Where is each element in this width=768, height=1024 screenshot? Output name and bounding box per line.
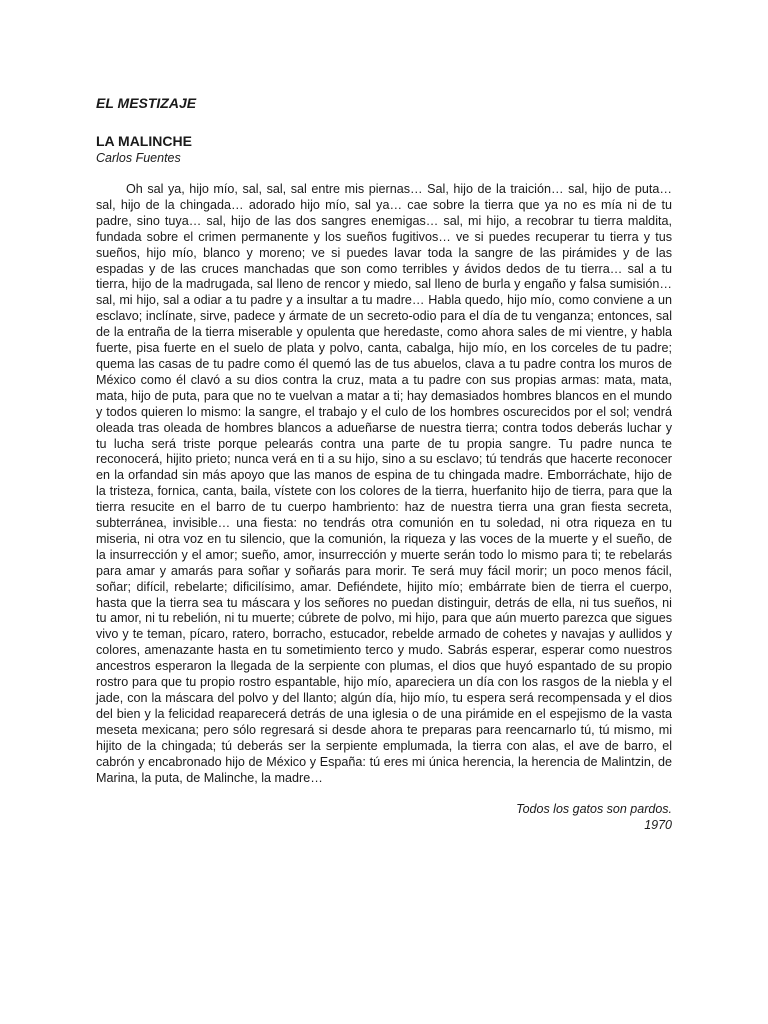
document-page — [96, 94, 672, 833]
body-paragraph: Oh sal ya, hijo mío, sal, sal, sal entre mis piernas… Sal, hijo de la traición… sal, hijo de puta… sal, hijo de la chingada… adorado hijo mío, sal ya… cae sobre la tierra que ya no es mía ni de tu padre, sino tuya… sal, hijo de las dos sangres enemigas… sal, mi hijo, a recobrar tu tierra maldita, fundada sobre el crimen permanente y los sueños fugitivos… ve si puedes recuperar tu tierra y tus sueños, hijo mío, blanco y moreno; ve si puedes lavar toda la sangre de las pirámides y de las espadas y de las cruces manchadas que son como terribles y ávidos dedos de tu tierra… sal a tu tierra, hijo de la madrugada, sal lleno de rencor y miedo, sal lleno de burla y engaño y falsa sumisión… sal, mi hijo, sal a odiar a tu padre y a insultar a tu madre… Habla quedo, hijo mío, como conviene a un esclavo; inclínate, sirve, padece y ármate de un secreto-odio para el día de tu venganza; entonces, sal de la entraña de la tierra miserable y opulenta que heredaste, como ahora sales de mi vientre, y habla fuerte, pisa fuerte en el suelo de plata y polvo, canta, cabalga, hijo mío, en los corceles de tu padre; quema las casas de tu padre como él quemó las de tus abuelos, clava a tu padre contra los muros de México como él clavó a su dios contra la cruz, mata a tu padre con sus propias armas: mata, mata, mata, hijo de puta, para que no te vuelvan a matar a ti; hay demasiados hombres blancos en el mundo y todos quieren lo mismo: la sangre, el trabajo y el culo de los hombres oscurecidos por el sol; vendrá oleada tras oleada de hombres blancos a adueñarse de nuestra tierra; contra todos deberás luchar y tu lucha será triste porque pelearás contra una parte de tu propia sangre. Tu padre nunca te reconocerá, hijito prieto; nunca verá en ti a su hijo, sino a su esclavo; tú tendrás que hacerte reconocer en la orfandad sin más apoyo que las manos de espina de tu chingada madre. Emborráchate, hijo de la tristeza, fornica, canta, baila, vístete con los colores de la tierra, huerfanito hijo de tierra, para que la tierra resucite en el barro de tu cuerpo hambriento: haz de nuestra tierra una gran fiesta secreta, subterránea, invisible… una fiesta: no tendrás otra comunión en tu soledad, ni otra riqueza en tu miseria, ni otra voz en tu silencio, que la comunión, la riqueza y las voces de la muerte y el sueño, de la insurrección y el amor; sueño, amor, insurrección y muerte serán todo lo mismo para ti; te rebelarás para amar y amarás para soñar y soñarás para morir. Te será muy fácil morir; un poco menos fácil, soñar; difícil, rebelarte; dificilísimo, amar. Defiéndete, hijito mío; embárrate bien de tierra el cuerpo, hasta que la tierra sea tu máscara y los señores no puedan distinguir, detrás de ella, ni tus sueños, ni tu amor, ni tu rebelión, ni tu muerte; cúbrete de polvo, mi hijo, para que aún muerto parezca que sigues vivo y te teman, pícaro, ratero, borracho, estucador, rebelde armado de cohetes y navajas y aullidos y colores, amenazante hasta en tu sometimiento terco y mudo. Sabrás esperar, esperar como nuestros ancestros esperaron la llegada de la serpiente con plumas, el dios que huyó espantado de su propio rostro para que tu propio rostro espantable, hijo mío, apareciera un día con los rasgos de la niebla y el jade, con la máscara del polvo y del llanto; algún día, hijo mío, tu espera será recompensada y el dios del bien y la felicidad reaparecerá detrás de una iglesia o de una pirámide en el espejismo de la vasta meseta mexicana; pero sólo regresará si desde ahora te preparas para reencarnarlo tú, tú mismo, mi hijito de la chingada; tú deberás ser la serpiente emplumada, la tierra con alas, el ave de barro, el cabrón y encabronado hijo de México y España: tú eres mi única herencia, la herencia de Malintzin, de Marina, la puta, de Malinche, la madre… — [96, 182, 672, 785]
chapter-title: LA MALINCHE — [96, 133, 192, 149]
section-title: EL MESTIZAJE — [96, 95, 197, 111]
source-title: Todos los gatos son pardos. — [516, 802, 672, 817]
author-name: Carlos Fuentes — [96, 151, 181, 165]
source-year: 1970 — [644, 818, 672, 833]
